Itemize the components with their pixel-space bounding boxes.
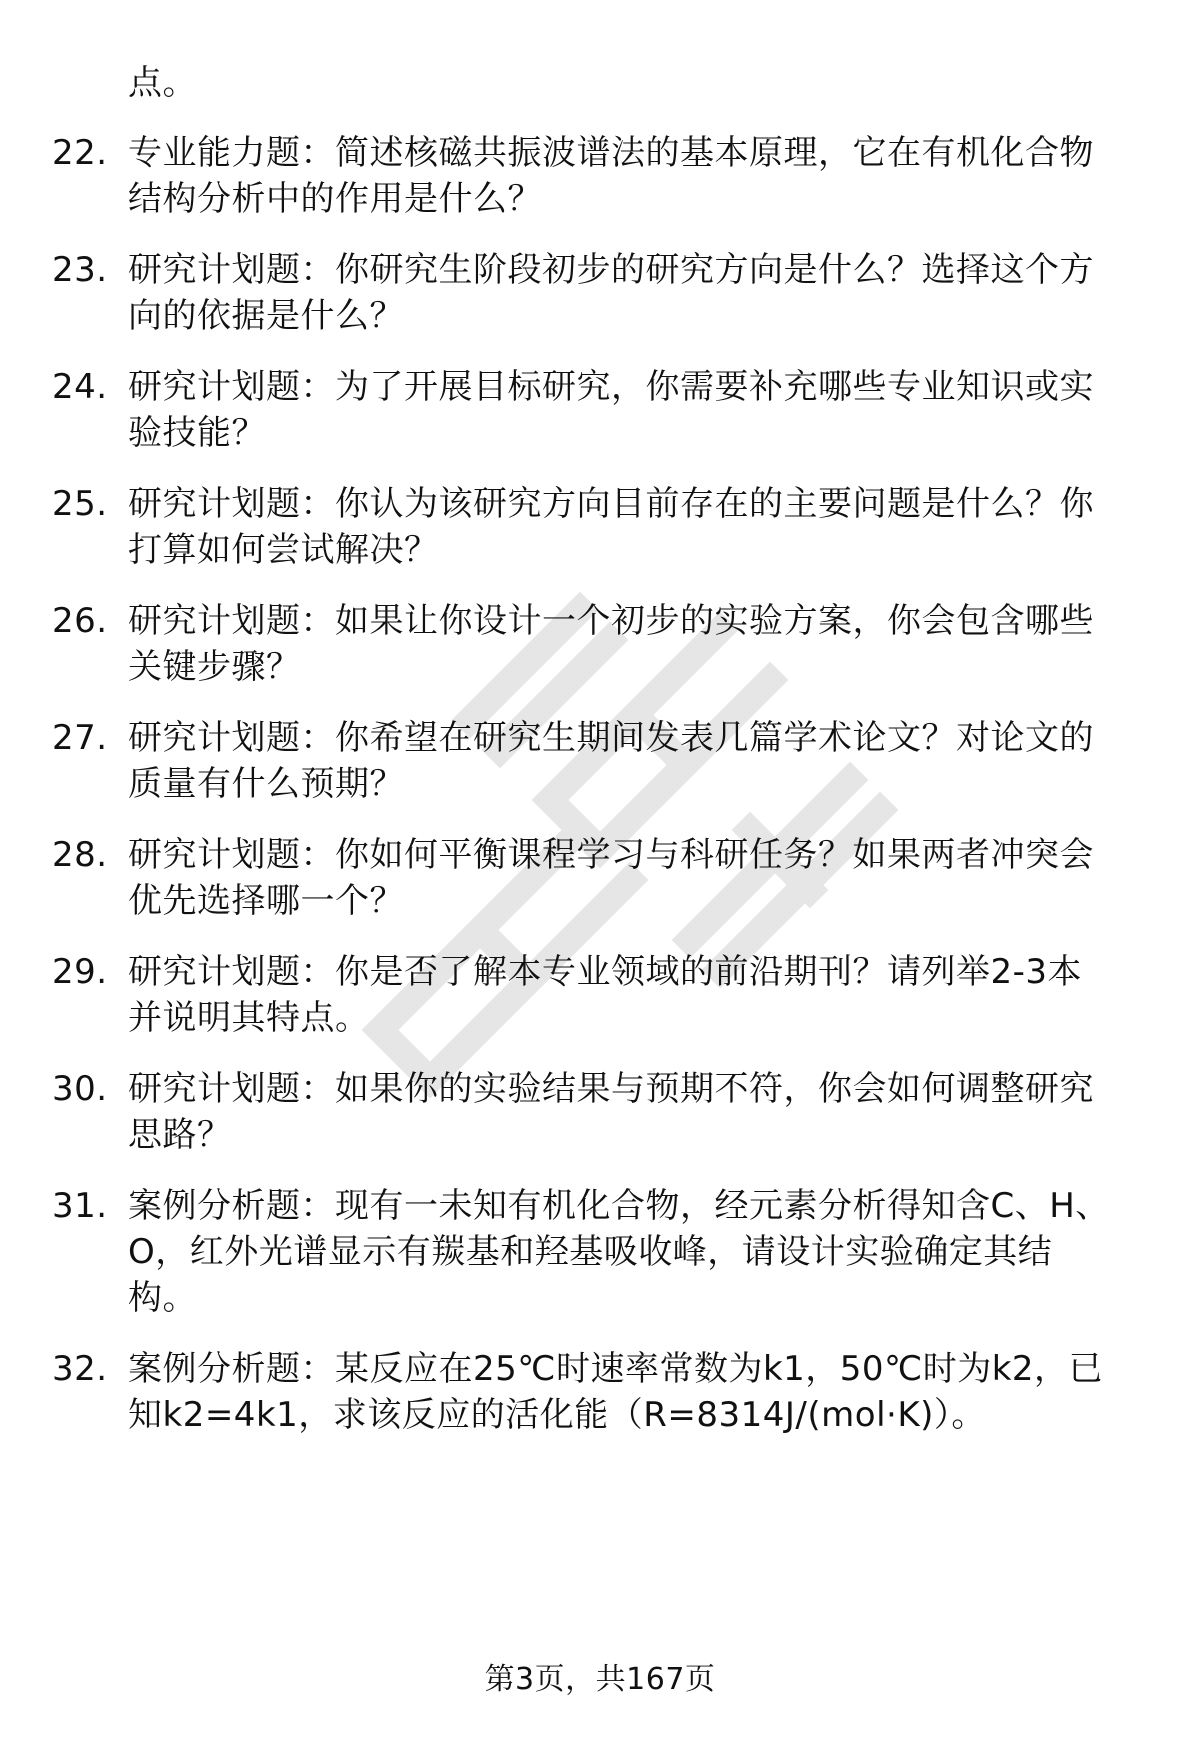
question-number: 30. — [52, 1069, 108, 1109]
question-text: 案例分析题：某反应在25℃时速率常数为k1，50℃时为k2，已 知k2=4k1，求该反应的活化能（R=8314J/(mol·K)）。 — [128, 1349, 1104, 1435]
question-number: 27. — [52, 718, 108, 758]
question-text: 研究计划题：如果让你设计一个初步的实验方案，你会包含哪些 关键步骤？ — [128, 601, 1094, 687]
page-footer: 第3页，共167页 — [484, 1662, 716, 1697]
question-number: 25. — [52, 484, 108, 524]
watermark-stamp — [250, 470, 950, 1170]
question-number: 26. — [52, 601, 108, 641]
continuation-text: 点。 — [128, 63, 197, 103]
question-text: 研究计划题：你认为该研究方向目前存在的主要问题是什么？你 打算如何尝试解决？ — [128, 484, 1094, 570]
question-text: 研究计划题：你是否了解本专业领域的前沿期刊？请列举2-3本 并说明其特点。 — [128, 952, 1083, 1038]
question-number: 23. — [52, 250, 108, 290]
question-text: 专业能力题：简述核磁共振波谱法的基本原理，它在有机化合物 结构分析中的作用是什么？ — [128, 133, 1094, 219]
question-number: 22. — [52, 133, 108, 173]
question-number: 31. — [52, 1186, 108, 1226]
question-number: 28. — [52, 835, 108, 875]
question-number: 32. — [52, 1349, 108, 1389]
question-text: 研究计划题：你研究生阶段初步的研究方向是什么？选择这个方 向的依据是什么？ — [128, 250, 1094, 336]
question-text: 研究计划题：你希望在研究生期间发表几篇学术论文？对论文的 质量有什么预期？ — [128, 718, 1094, 804]
question-number: 24. — [52, 367, 108, 407]
question-number: 29. — [52, 952, 108, 992]
question-text: 研究计划题：如果你的实验结果与预期不符，你会如何调整研究 思路？ — [128, 1069, 1094, 1155]
question-text: 研究计划题：你如何平衡课程学习与科研任务？如果两者冲突会 优先选择哪一个？ — [128, 835, 1094, 921]
question-text: 研究计划题：为了开展目标研究，你需要补充哪些专业知识或实 验技能？ — [128, 367, 1094, 453]
question-text: 案例分析题：现有一未知有机化合物，经元素分析得知含C、H、 O，红外光谱显示有羰基和羟基吸收峰，请设计实验确定其结 构。 — [128, 1186, 1110, 1318]
